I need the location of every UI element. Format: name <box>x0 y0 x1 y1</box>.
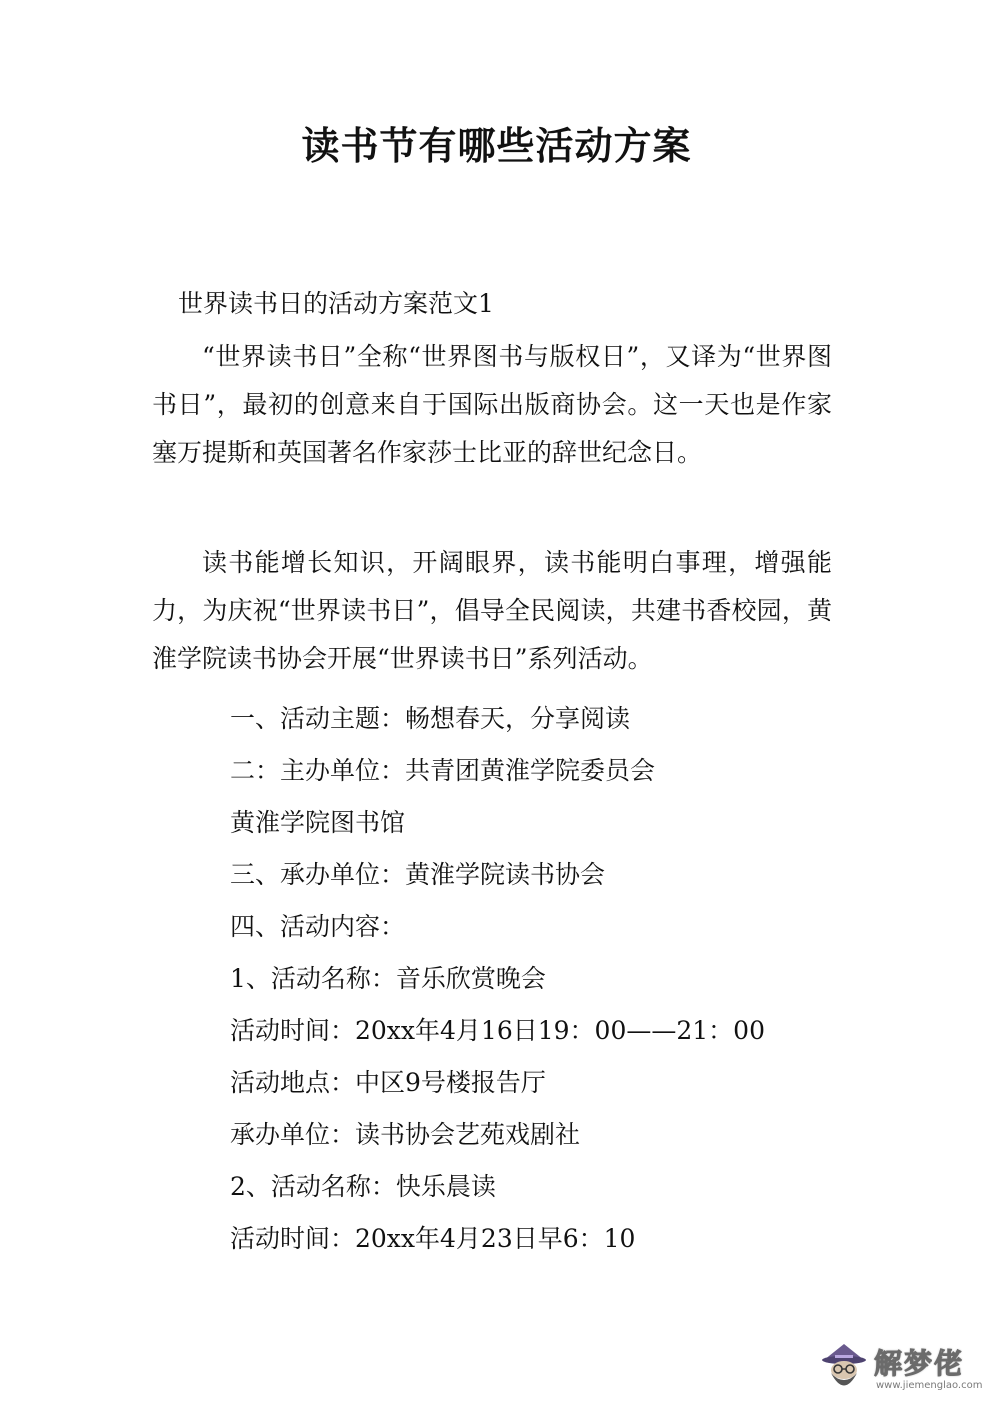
paragraph-intro: “世界读书日”全称“世界图书与版权日”，又译为“世界图书日”，最初的创意来自于国际出版商协会。这一天也是作家塞万提斯和英国著名作家莎士比亚的辞世纪念日。 <box>152 342 832 467</box>
paragraph-purpose: 读书能增长知识，开阔眼界，读书能明白事理，增强能力，为庆祝“世界读书日”，倡导全民阅读，共建书香校园，黄淮学院读书协会开展“世界读书日”系列活动。 <box>152 548 832 673</box>
wizard-mascot-icon <box>818 1340 870 1396</box>
list-item: 二：主办单位：共青团黄淮学院委员会 <box>230 756 656 785</box>
site-watermark <box>818 1340 988 1400</box>
list-item: 活动时间：20xx年4月16日19：00——21：00 <box>230 1016 765 1045</box>
list-item: 2、活动名称：快乐晨读 <box>230 1172 496 1201</box>
list-item: 四、活动内容： <box>230 912 406 941</box>
list-item: 承办单位：读书协会艺苑戏剧社 <box>230 1120 581 1149</box>
list-item: 活动时间：20xx年4月23日早6：10 <box>230 1224 636 1253</box>
watermark-name: 解梦佬 <box>874 1347 965 1380</box>
list-item: 活动地点：中区9号楼报告厅 <box>230 1068 546 1097</box>
watermark-url: www.jiemenglao.com <box>876 1380 983 1391</box>
list-item: 一、活动主题：畅想春天，分享阅读 <box>230 704 631 733</box>
list-item: 1、活动名称：音乐欣赏晚会 <box>230 964 546 993</box>
list-item: 黄淮学院图书馆 <box>230 808 406 837</box>
list-item: 三、承办单位：黄淮学院读书协会 <box>230 860 606 889</box>
section-heading: 世界读书日的活动方案范文1 <box>178 289 494 318</box>
document-title: 读书节有哪些活动方案 <box>301 124 692 168</box>
